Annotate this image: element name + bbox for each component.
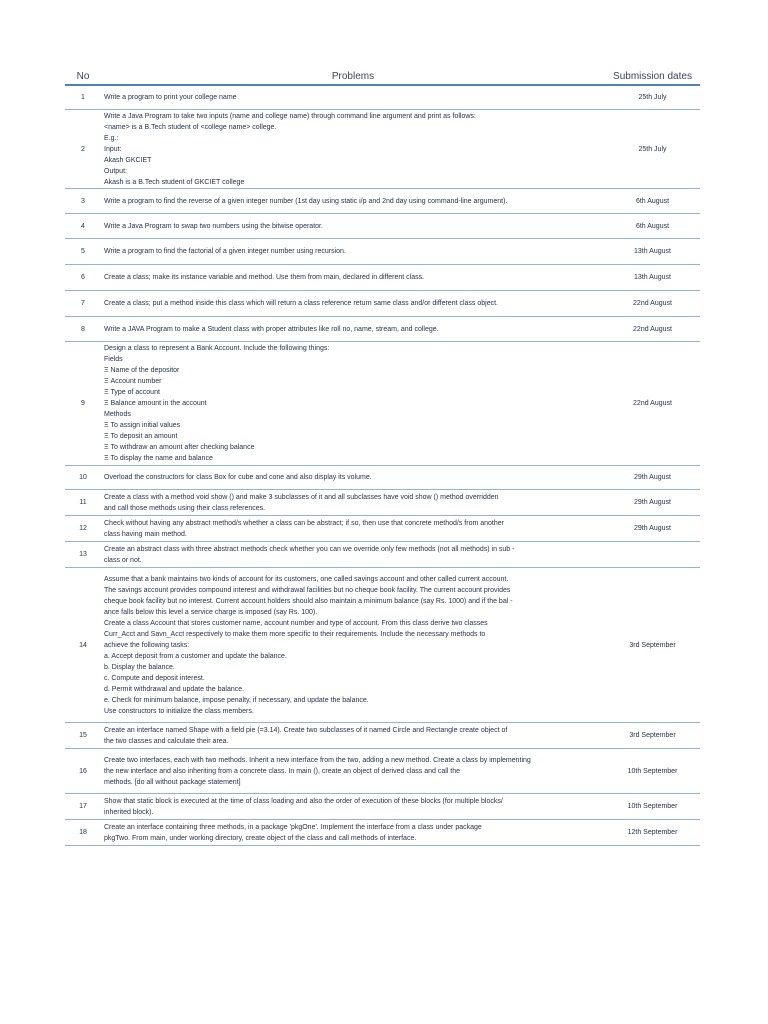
row-number: 18 xyxy=(79,829,87,836)
submission-date: 13th August xyxy=(634,274,671,281)
row-number: 12 xyxy=(79,525,87,532)
problem-text: Write a Java Program to take two inputs (name and college name) through command line argument and print as follows: <name> is a B.Tech student of <college name> college. E.g.: Input: Akash GKCIET Output: Akash is a B.Tech student of GKCIET college xyxy=(104,112,476,186)
table-row xyxy=(65,265,700,291)
problem-text: Assume that a bank maintains two kinds of account for its customers, one called savings account and other called current account. The savings account provides compound interest and withdrawal facilities but no cheque book facility. The current account provides cheque book facility but no interest. Current account holders should also maintain a minimum balance (say Rs. 1000) and if the bal - ance falls below this level a service charge is imposed (say Rs. 100). Create a class Account that stores customer name, account number and type of account. From this class derive two classes Curr_Acct and Savn_Acct respectively to make them more specific to their requirements. Include the necessary methods to achieve the following tasks: a. Accept deposit from a customer and update the balance. b. Display the balance. c. Compute and deposit interest. d. Permit withdrawal and update the balance. e. Check for minimum balance, impose penalty, if necessary, and update the balance. Use constructors to initialize the class members. xyxy=(104,575,513,715)
problem-text: Create a class; put a method inside this class which will return a class reference return same class and/or different class object. xyxy=(104,300,498,307)
problem-text: Create two interfaces, each with two methods. Inherit a new interface from the two, adding a new method. Create a class by implementing the new interface and also inheriting from a concrete class. In main (), create an object of derived class and call the methods. [do all without package statement] xyxy=(104,756,531,786)
row-number: 10 xyxy=(79,474,87,481)
row-number: 7 xyxy=(81,300,85,307)
table-row xyxy=(65,490,700,516)
table-row xyxy=(65,317,700,342)
row-number: 2 xyxy=(81,145,85,153)
problem-text: Write a program to find the reverse of a given integer number (1st day using static i/p and 2nd day using command-line argument). xyxy=(104,197,508,205)
table-row xyxy=(65,749,700,794)
table-row xyxy=(65,820,700,846)
row-number: 8 xyxy=(81,325,85,333)
submission-date: 3rd September xyxy=(629,732,676,739)
problem-text: Create an abstract class with three abstract methods check whether you can we override only few methods (not all methods) in sub - class or not. xyxy=(104,545,515,564)
problem-text: Check without having any abstract method/s whether a class can be abstract; if so, then use that concrete method/s from another class having main method. xyxy=(104,519,504,538)
table-row xyxy=(65,568,700,723)
header-no: No xyxy=(76,71,90,82)
header-problems: Problems xyxy=(331,71,375,82)
submission-date: 29th August xyxy=(634,525,671,532)
submission-date: 29th August xyxy=(634,474,671,481)
row-number: 11 xyxy=(79,499,87,506)
table-row xyxy=(65,239,700,265)
problem-text: Create a class with a method void show () and make 3 subclasses of it and all subclasses have void show () method overridden and call those methods using their class references. xyxy=(104,493,499,512)
table-row xyxy=(65,466,700,490)
table-row xyxy=(65,723,700,749)
problems-table xyxy=(65,70,700,846)
submission-date: 25th July xyxy=(638,145,667,153)
problem-text: Create an interface named Shape with a field pie (=3.14). Create two subclasses of it named Circle and Rectangle create object of the two classes and calculate their area. xyxy=(104,726,508,745)
problem-text: Create a class; make its instance variable and method. Use them from main, declared in different class. xyxy=(104,274,425,281)
problem-text: Write a program to print your college name xyxy=(104,94,237,101)
submission-date: 12th September xyxy=(627,829,678,836)
table-row xyxy=(65,86,700,110)
submission-date: 10th September xyxy=(627,767,678,775)
row-number: 16 xyxy=(79,767,87,775)
submission-date: 3rd September xyxy=(629,641,676,649)
row-number: 14 xyxy=(79,641,87,649)
table-row xyxy=(65,342,700,466)
submission-date: 13th August xyxy=(634,248,671,255)
submission-date: 25th July xyxy=(638,94,667,101)
row-number: 6 xyxy=(81,274,85,281)
table-row xyxy=(65,794,700,820)
table-row xyxy=(65,214,700,239)
table-row xyxy=(65,189,700,214)
header-submission-dates: Submission dates xyxy=(613,71,692,82)
table-row xyxy=(65,516,700,542)
submission-date: 22nd August xyxy=(633,300,672,307)
row-number: 9 xyxy=(81,400,85,407)
table-row xyxy=(65,291,700,317)
row-number: 4 xyxy=(81,222,85,230)
submission-date: 22nd August xyxy=(633,325,672,333)
table-header xyxy=(65,70,700,86)
row-number: 17 xyxy=(79,803,87,810)
row-number: 1 xyxy=(81,94,85,101)
submission-date: 10th September xyxy=(627,803,678,810)
problem-text: Write a JAVA Program to make a Student class with proper attributes like roll no, name, stream, and college. xyxy=(104,325,439,333)
problem-text: Overload the constructors for class Box for cube and cone and also display its volume. xyxy=(104,474,372,481)
problem-text: Show that static block is executed at the time of class loading and also the order of execution of these blocks (for multiple blocks/ inherited block). xyxy=(104,797,503,816)
submission-date: 29th August xyxy=(634,499,671,506)
submission-date: 22nd August xyxy=(633,400,672,407)
problem-text: Write a Java Program to swap two numbers using the bitwise operator. xyxy=(104,222,323,230)
submission-date: 6th August xyxy=(635,222,670,230)
row-number: 5 xyxy=(81,248,85,255)
problem-text: Create an interface containing three methods, in a package 'pkgOne'. Implement the interface from a class under package pkgTwo. From main, under working directory, create object of the class and call methods of interface. xyxy=(104,823,482,842)
problem-text: Design a class to represent a Bank Account. Include the following things: Fields Ξ Name of the depositor Ξ Account number Ξ Type of account Ξ Balance amount in the account Methods Ξ To assign initial values Ξ To deposit an amount Ξ To withdraw an amount after checking balance Ξ To display the name and balance xyxy=(104,345,330,462)
problem-text: Write a program to find the factorial of a given integer number using recursion. xyxy=(104,248,346,255)
row-number: 13 xyxy=(79,551,87,558)
row-number: 15 xyxy=(79,732,87,739)
row-number: 3 xyxy=(81,197,85,205)
submission-date: 6th August xyxy=(635,197,670,205)
table-row xyxy=(65,542,700,568)
table-row xyxy=(65,110,700,189)
